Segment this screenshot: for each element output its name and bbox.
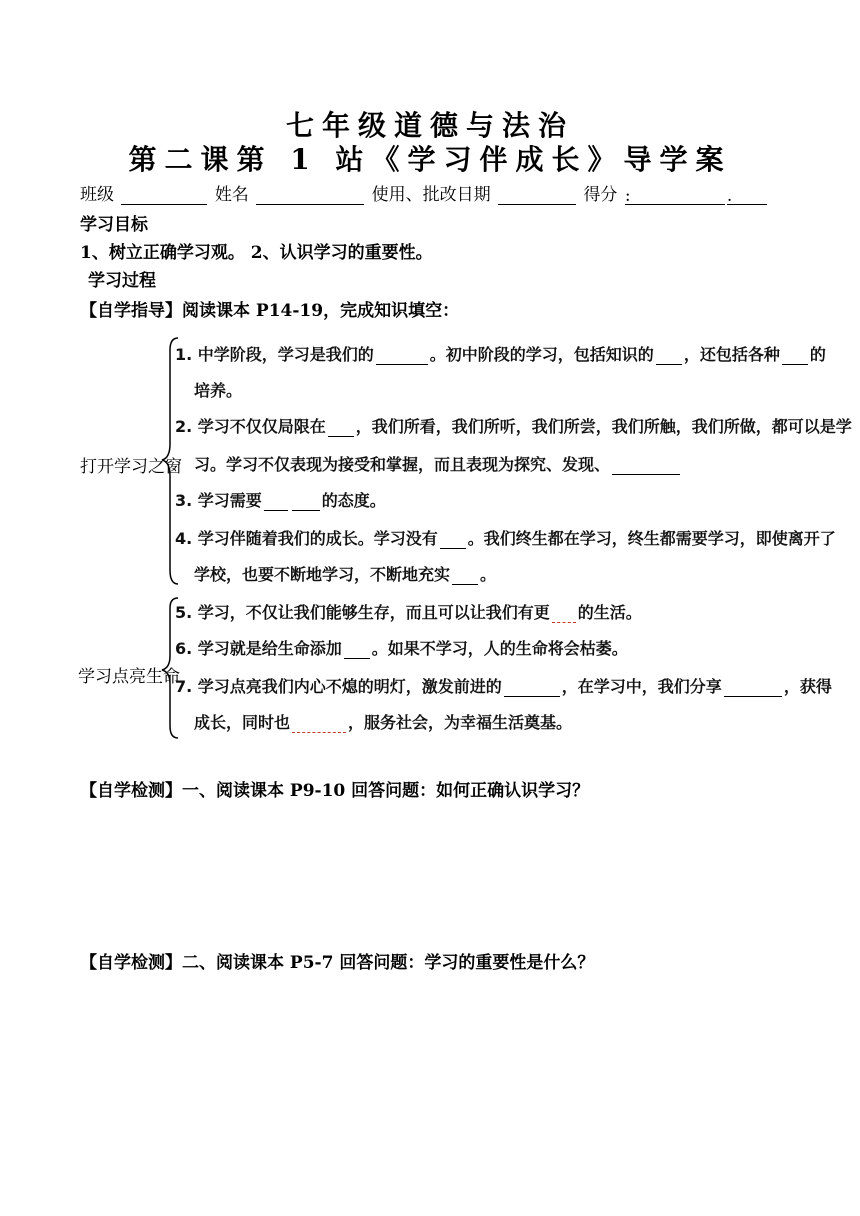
class-label: 班级: [80, 185, 114, 205]
fill-blank[interactable]: [328, 420, 354, 437]
score-decimal-blank[interactable]: [727, 186, 767, 205]
name-blank[interactable]: [256, 186, 364, 205]
fill-blank[interactable]: [292, 494, 320, 511]
self-check-1: 【自学检测】一、阅读课本 P9-10 回答问题：如何正确认识学习？: [80, 781, 590, 801]
diagram-item-5: 5. 学习，不仅让我们能够生存，而且可以让我们有更 的生活。: [175, 603, 642, 622]
fill-blank[interactable]: [440, 532, 466, 549]
objectives-text: 1、树立正确学习观。 2、认识学习的重要性。: [80, 243, 433, 263]
title-subject: 七年级道德与法治: [285, 109, 574, 142]
fill-blank[interactable]: [292, 716, 346, 733]
fill-blank[interactable]: [344, 642, 370, 659]
diagram-item-2-cont: 习。学习不仅表现为接受和掌握，而且表现为探究、发现、: [194, 452, 682, 475]
diagram-item-7: 7. 学习点亮我们内心不熄的明灯，激发前进的 ，在学习中，我们分享 ，获得: [175, 677, 832, 696]
diagram-item-6: 6. 学习就是给生命添加 。如果不学习，人的生命将会枯萎。: [175, 639, 628, 658]
fill-blank[interactable]: [264, 494, 288, 511]
score-dot: .: [726, 186, 733, 206]
answer-area-2[interactable]: [80, 978, 780, 1178]
diagram-item-2: 2. 学习不仅仅局限在 ，我们所看，我们所听，我们所尝，我们所触，我们所做，都可以是学: [175, 417, 852, 436]
fill-blank[interactable]: [552, 606, 576, 623]
score-blank[interactable]: [625, 186, 725, 205]
date-label: 使用、批改日期: [371, 185, 491, 205]
fill-blank[interactable]: [782, 348, 808, 365]
info-row: [80, 180, 767, 205]
process-heading: 学习过程: [88, 271, 156, 291]
name-label: 姓名: [214, 185, 249, 205]
self-check-2: 【自学检测】二、阅读课本 P5-7 回答问题：学习的重要性是什么？: [80, 953, 595, 973]
score-label: 得分: [583, 185, 618, 205]
section2-label: 学习点亮生命: [78, 667, 180, 687]
answer-area-1[interactable]: [80, 806, 780, 936]
diagram-item-4-cont: 学校，也要不断地学习，不断地充实 。: [194, 565, 497, 584]
fill-blank[interactable]: [452, 568, 478, 585]
diagram-item-1-cont: 培养。: [194, 381, 243, 400]
fill-blank[interactable]: [504, 680, 560, 697]
diagram-item-1: 1. 中学阶段，学习是我们的 。初中阶段的学习，包括知识的 ，还包括各种 的: [175, 345, 826, 364]
fill-blank[interactable]: [612, 458, 680, 475]
guide-text: 【自学指导】阅读课本 P14-19，完成知识填空：: [80, 301, 460, 321]
fill-blank[interactable]: [376, 348, 428, 365]
diagram-item-4: 4. 学习伴随着我们的成长。学习没有 。我们终生都在学习，终生都需要学习，即使离开了: [175, 529, 836, 548]
class-blank[interactable]: [121, 186, 207, 205]
section1-label: 打开学习之窗: [80, 457, 182, 477]
score-colon: :: [624, 186, 631, 206]
fill-blank[interactable]: [656, 348, 682, 365]
diagram-item-3: 3. 学习需要 的态度。: [175, 491, 386, 510]
date-blank[interactable]: [498, 186, 576, 205]
diagram-item-7-cont: 成长，同时也 ，服务社会，为幸福生活奠基。: [194, 713, 573, 732]
title-lesson: 第二课第 1 站《学习伴成长》导学案: [128, 143, 732, 176]
objectives-heading: 学习目标: [80, 215, 148, 235]
fill-blank[interactable]: [724, 680, 782, 697]
